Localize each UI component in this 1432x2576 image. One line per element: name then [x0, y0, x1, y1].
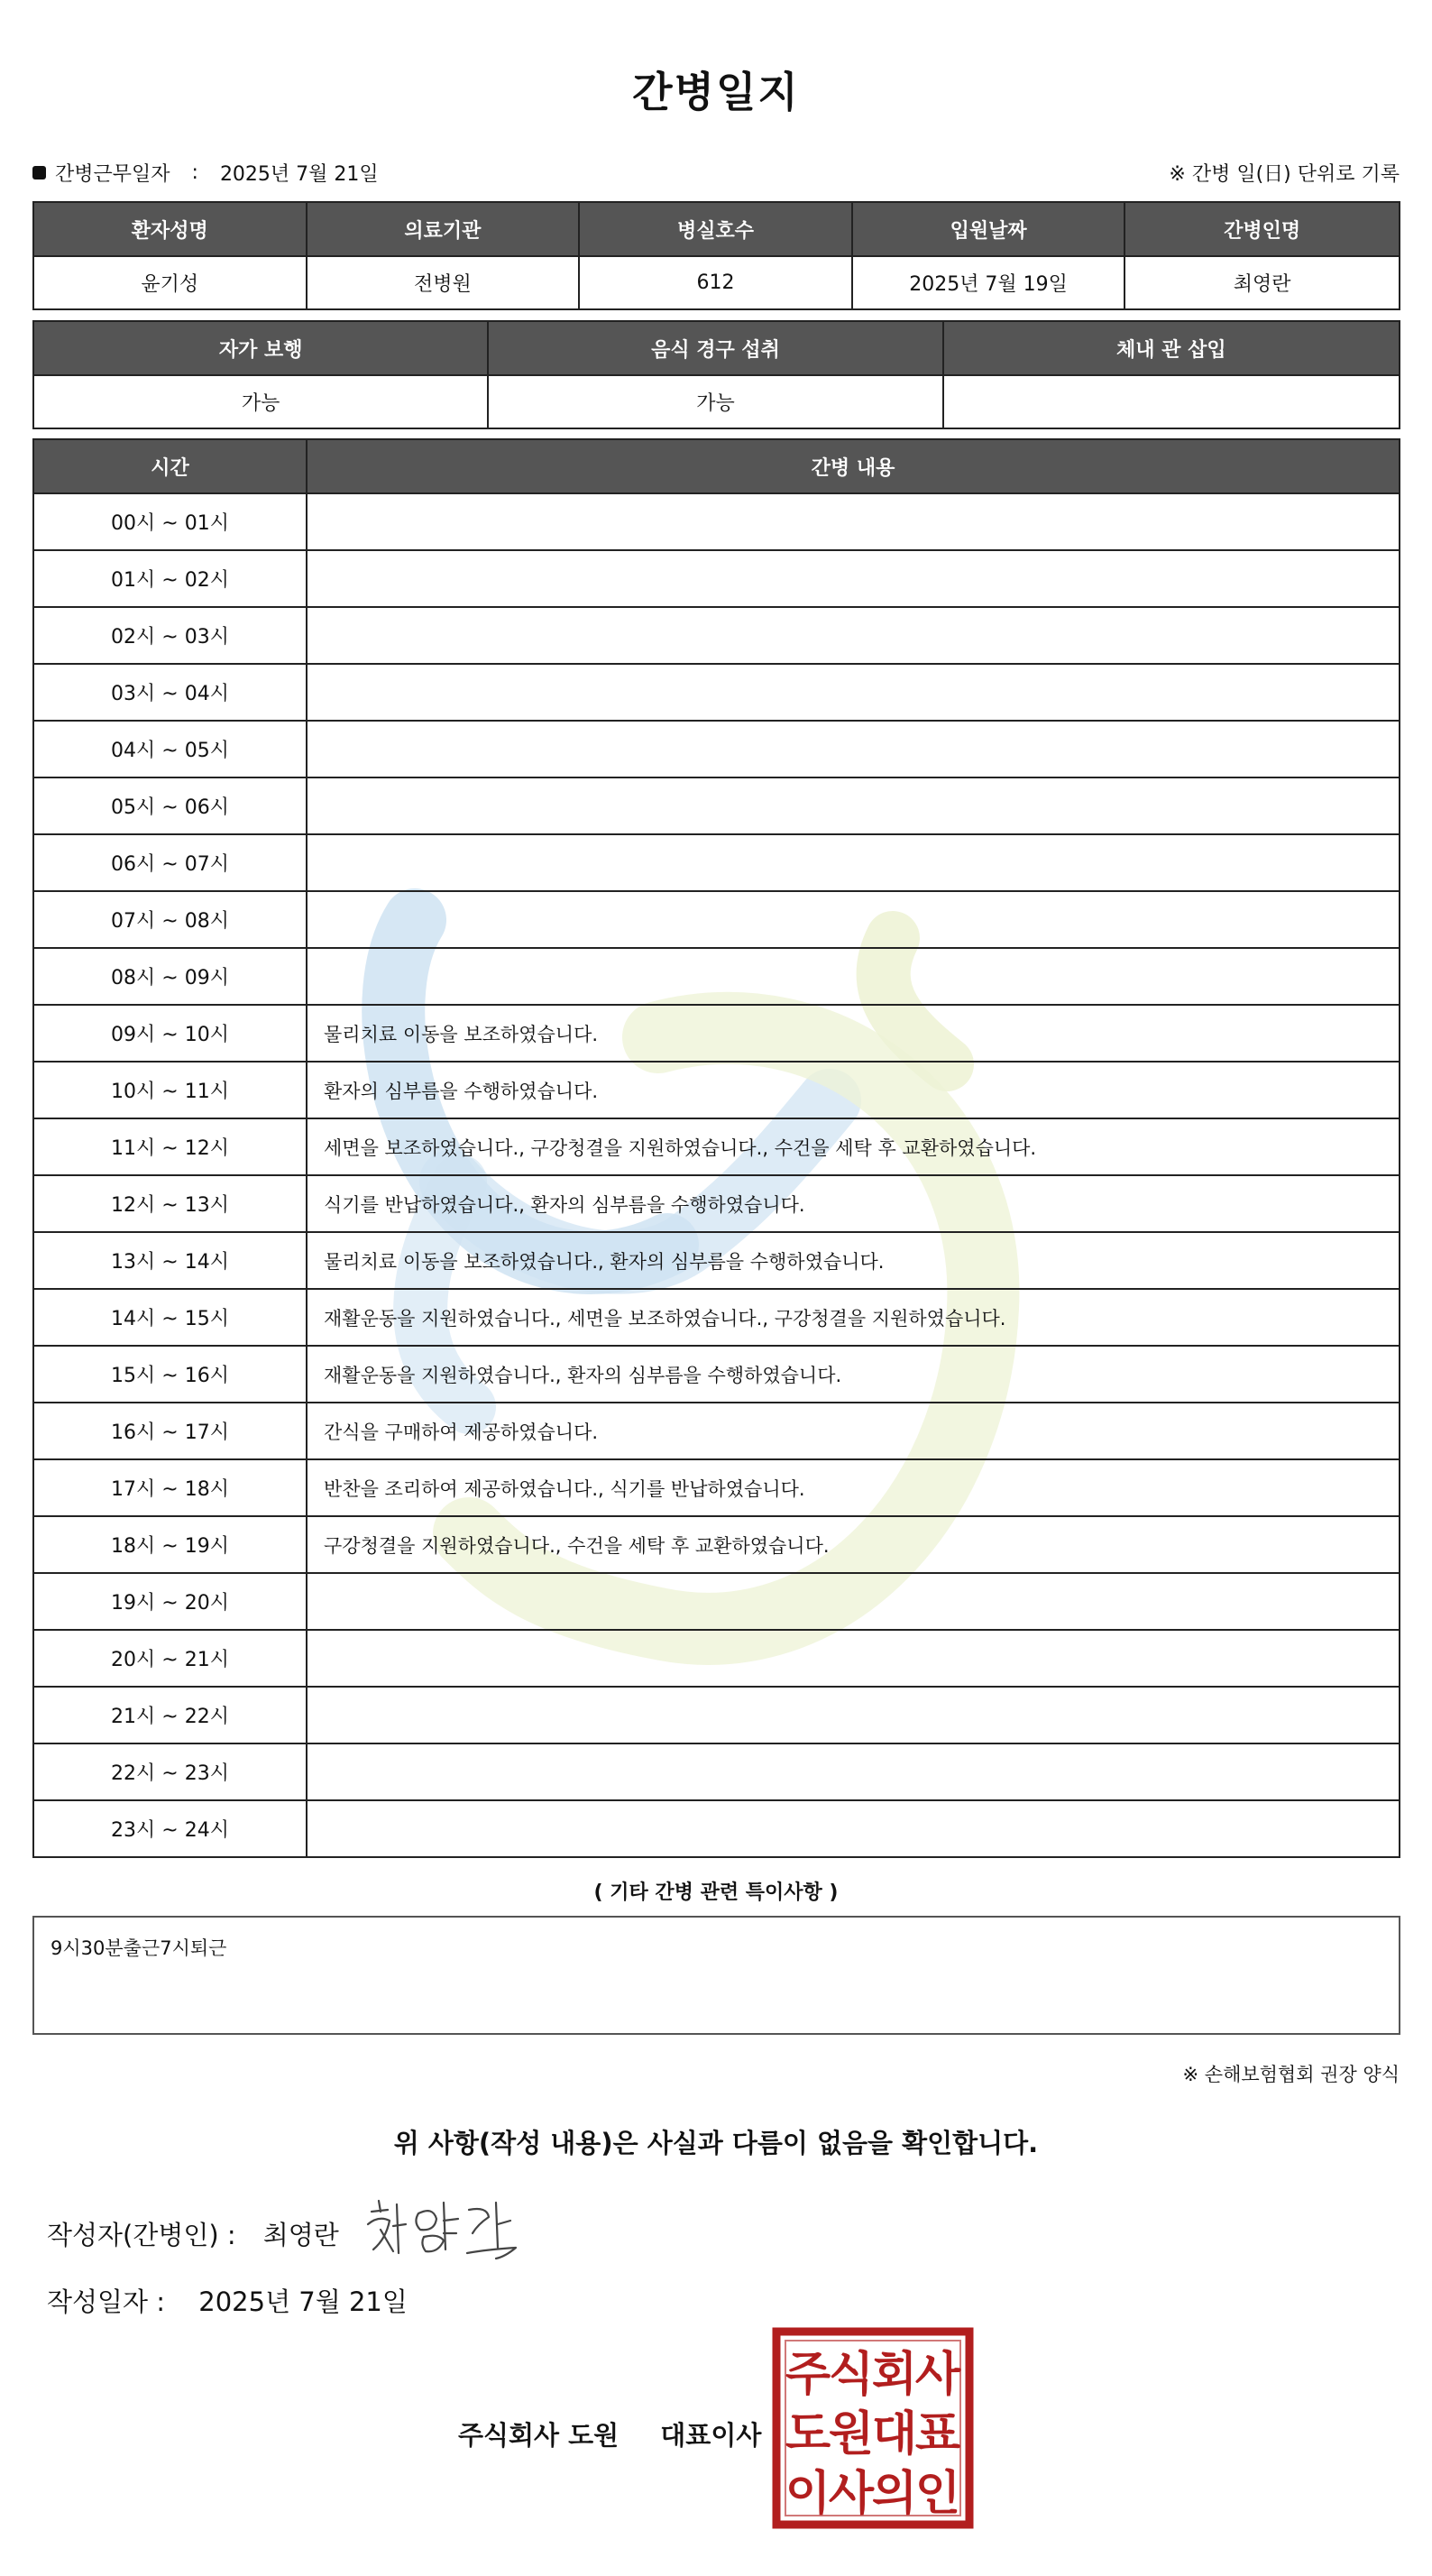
content-column-header: 간병 내용	[811, 456, 895, 480]
schedule-time: 01시 ~ 02시	[34, 551, 308, 606]
schedule-row	[34, 720, 1399, 777]
work-date-label: 간병근무일자	[55, 163, 170, 186]
patient-name-value: 윤기성	[34, 255, 308, 308]
schedule-row	[34, 1288, 1399, 1345]
schedule-content: 반찬을 조리하여 제공하였습니다., 식기를 반납하였습니다.	[324, 1477, 805, 1500]
schedule-content	[308, 722, 1399, 777]
schedule-time: 06시 ~ 07시	[34, 835, 308, 890]
tube-insertion-header: 체내 관 삽입	[944, 322, 1399, 374]
schedule-time: 10시 ~ 11시	[34, 1063, 308, 1118]
admission-date-header: 입원날짜	[853, 203, 1126, 255]
patient-status-table	[32, 320, 1400, 429]
schedule-content	[308, 949, 1399, 1004]
caregiver-name-value: 최영란	[1125, 255, 1399, 308]
schedule-time: 07시 ~ 08시	[34, 892, 308, 947]
schedule-row	[34, 1345, 1399, 1402]
schedule-content	[308, 835, 1399, 890]
schedule-content: 간식을 구매하여 제공하였습니다.	[324, 1421, 599, 1443]
schedule-time: 17시 ~ 18시	[34, 1460, 308, 1515]
company-seal	[772, 2327, 974, 2529]
self-walking-header: 자가 보행	[34, 322, 489, 374]
seal-char: 주	[785, 2348, 831, 2402]
schedule-row	[34, 1458, 1399, 1515]
schedule-row	[34, 890, 1399, 947]
schedule-content: 세면을 보조하였습니다., 구강청결을 지원하였습니다., 수건을 세탁 후 교환하였습니다.	[324, 1136, 1037, 1159]
schedule-content	[308, 665, 1399, 720]
schedule-content	[308, 551, 1399, 606]
company-name: 주식회사 도원	[458, 2420, 620, 2451]
schedule-row	[34, 1743, 1399, 1799]
schedule-content	[308, 778, 1399, 833]
schedule-row	[34, 833, 1399, 890]
company-row	[458, 2415, 761, 2452]
schedule-content	[308, 1631, 1399, 1686]
hospital-value: 전병원	[308, 255, 581, 308]
schedule-time: 21시 ~ 22시	[34, 1688, 308, 1743]
notes-box	[32, 1916, 1400, 2035]
seal-char: 이	[785, 2467, 831, 2521]
work-date-value: 2025년 7월 21일	[219, 163, 379, 186]
form-source-note: ※ 손해보험협회 권장 양식	[1182, 2064, 1400, 2085]
schedule-row	[34, 1061, 1399, 1118]
seal-char: 회	[871, 2348, 918, 2402]
seal-char: 의	[871, 2467, 918, 2521]
notes-title: ( 기타 간병 관련 특이사항 )	[593, 1881, 839, 1904]
page-title: 간병일지	[632, 68, 800, 116]
writer-row	[47, 2215, 339, 2252]
schedule-time: 16시 ~ 17시	[34, 1403, 308, 1458]
schedule-content	[308, 494, 1399, 549]
seal-char: 대	[871, 2407, 918, 2461]
schedule-content: 물리치료 이동을 보조하였습니다., 환자의 심부름을 수행하였습니다.	[324, 1250, 885, 1273]
admission-date-value: 2025년 7월 19일	[853, 255, 1126, 308]
room-number-header: 병실호수	[580, 203, 853, 255]
schedule-time: 22시 ~ 23시	[34, 1744, 308, 1799]
schedule-row	[34, 492, 1399, 549]
schedule-content: 환자의 심부름을 수행하였습니다.	[324, 1080, 599, 1102]
work-date-row	[32, 159, 379, 187]
oral-intake-header: 음식 경구 섭취	[489, 322, 943, 374]
notes-text: 9시30분출근7시퇴근	[50, 1937, 227, 1959]
schedule-row	[34, 1004, 1399, 1061]
schedule-time: 18시 ~ 19시	[34, 1517, 308, 1572]
schedule-content	[308, 1744, 1399, 1799]
schedule-content	[308, 608, 1399, 663]
schedule-row	[34, 1515, 1399, 1572]
seal-char: 사	[828, 2467, 875, 2521]
seal-char: 식	[828, 2348, 875, 2402]
patient-name-header: 환자성명	[34, 203, 308, 255]
hospital-header: 의료기관	[308, 203, 581, 255]
schedule-row	[34, 1174, 1399, 1231]
schedule-row	[34, 1118, 1399, 1174]
writer-name: 최영란	[262, 2220, 339, 2250]
time-column-header: 시간	[34, 440, 308, 492]
company-rep-title: 대표이사	[660, 2420, 762, 2451]
seal-char: 인	[914, 2467, 961, 2521]
schedule-content: 식기를 반납하였습니다., 환자의 심부름을 수행하였습니다.	[324, 1193, 805, 1216]
patient-info-table	[32, 201, 1400, 310]
schedule-time: 02시 ~ 03시	[34, 608, 308, 663]
schedule-time: 12시 ~ 13시	[34, 1176, 308, 1231]
bullet-square-icon	[32, 166, 46, 179]
seal-char: 사	[914, 2348, 961, 2402]
seal-char: 원	[828, 2407, 875, 2461]
schedule-time: 23시 ~ 24시	[34, 1801, 308, 1856]
schedule-time: 15시 ~ 16시	[34, 1347, 308, 1402]
schedule-row	[34, 663, 1399, 720]
confirmation-statement: 위 사항(작성 내용)은 사실과 다름이 없음을 확인합니다.	[393, 2128, 1039, 2158]
schedule-time: 14시 ~ 15시	[34, 1290, 308, 1345]
schedule-time: 13시 ~ 14시	[34, 1233, 308, 1288]
schedule-row	[34, 1572, 1399, 1629]
schedule-time: 04시 ~ 05시	[34, 722, 308, 777]
oral-intake-value: 가능	[489, 374, 943, 428]
schedule-content	[308, 892, 1399, 947]
caregiver-name-header: 간병인명	[1125, 203, 1399, 255]
care-schedule-table	[32, 438, 1400, 1858]
schedule-row	[34, 606, 1399, 663]
self-walking-value: 가능	[34, 374, 489, 428]
write-date-row	[47, 2282, 408, 2319]
schedule-content: 재활운동을 지원하였습니다., 세면을 보조하였습니다., 구강청결을 지원하였습니다.	[324, 1307, 1006, 1329]
schedule-row	[34, 947, 1399, 1004]
seal-char: 도	[785, 2407, 831, 2461]
schedule-row	[34, 1231, 1399, 1288]
schedule-content: 재활운동을 지원하였습니다., 환자의 심부름을 수행하였습니다.	[324, 1364, 842, 1386]
schedule-row	[34, 1629, 1399, 1686]
schedule-row	[34, 1402, 1399, 1458]
schedule-row	[34, 1799, 1399, 1856]
schedule-content	[308, 1688, 1399, 1743]
writer-label: 작성자(간병인) :	[47, 2220, 236, 2250]
schedule-time: 00시 ~ 01시	[34, 494, 308, 549]
schedule-time: 19시 ~ 20시	[34, 1574, 308, 1629]
schedule-content: 물리치료 이동을 보조하였습니다.	[324, 1023, 599, 1045]
tube-insertion-value	[944, 374, 1399, 428]
schedule-time: 03시 ~ 04시	[34, 665, 308, 720]
schedule-row	[34, 777, 1399, 833]
room-number-value: 612	[580, 255, 853, 308]
write-date-value: 2025년 7월 21일	[198, 2286, 408, 2317]
schedule-content	[308, 1801, 1399, 1856]
schedule-time: 08시 ~ 09시	[34, 949, 308, 1004]
schedule-content	[308, 1574, 1399, 1629]
work-date-colon: :	[191, 161, 198, 184]
schedule-time: 09시 ~ 10시	[34, 1006, 308, 1061]
record-unit-note: ※ 간병 일(日) 단위로 기록	[1169, 163, 1400, 186]
schedule-time: 11시 ~ 12시	[34, 1119, 308, 1174]
schedule-time: 05시 ~ 06시	[34, 778, 308, 833]
write-date-label: 작성일자 :	[47, 2286, 166, 2317]
seal-char: 표	[914, 2407, 961, 2461]
schedule-content: 구강청결을 지원하였습니다., 수건을 세탁 후 교환하였습니다.	[324, 1534, 830, 1557]
schedule-row	[34, 549, 1399, 606]
schedule-time: 20시 ~ 21시	[34, 1631, 308, 1686]
schedule-row	[34, 1686, 1399, 1743]
handwritten-signature	[361, 2194, 532, 2266]
